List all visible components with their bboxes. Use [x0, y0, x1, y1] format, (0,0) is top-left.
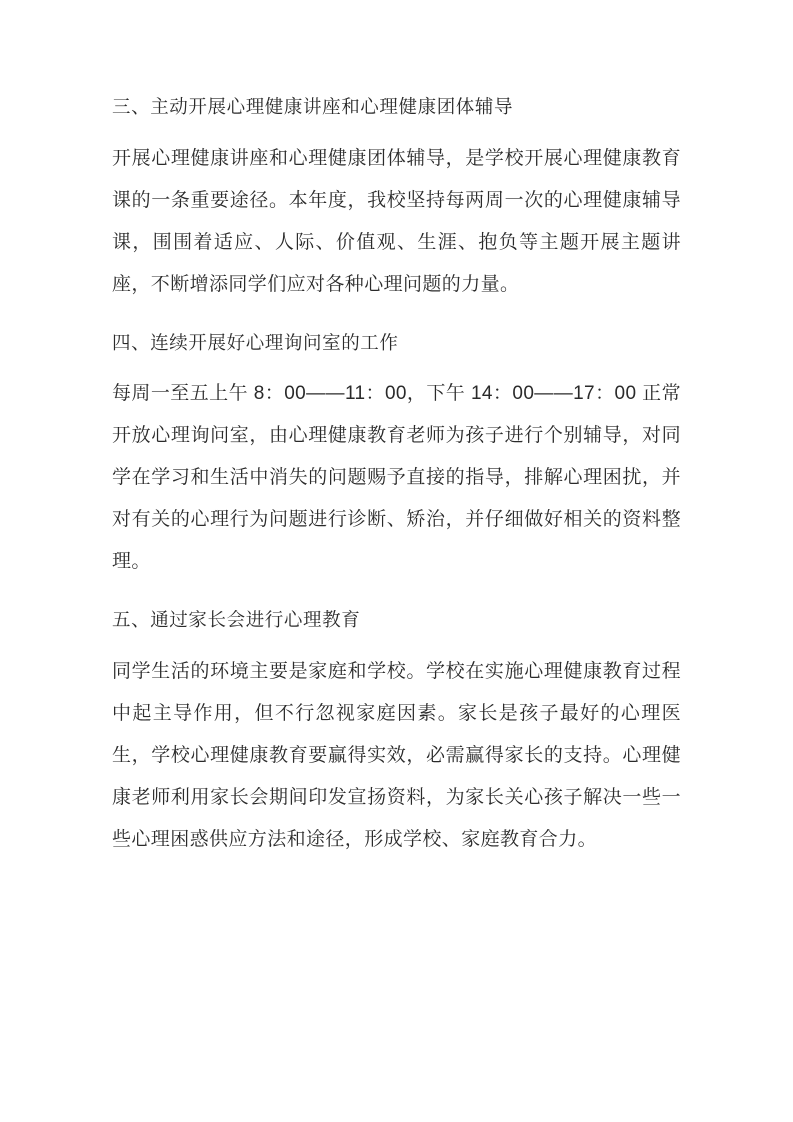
section-heading-four: 四、连续开展好心理询问室的工作	[112, 331, 399, 353]
section-four-paragraph: 每周一至五上午 8：00——11：00，下午 14：00——17：00 正常开放心理询问室，由心理健康教育老师为孩子进行个别辅导，对同学在学习和生活中消失的问题赐予直接的指导，排解心理困扰，并对有关的心理行为问题进行诊断、矫治，并仔细做好相关的资料整理。	[112, 383, 681, 573]
section-heading-five: 五、通过家长会进行心理教育	[112, 609, 361, 631]
document-body	[112, 92, 681, 861]
section-three-paragraph: 开展心理健康讲座和心理健康团体辅导，是学校开展心理健康教育课的一条重要途径。本年度，我校坚持每两周一次的心理健康辅导课，围围着适应、人际、价值观、生涯、抱负等主题开展主题讲座，不断增添同学们应对各种心理问题的力量。	[112, 147, 681, 295]
section-heading-three: 三、主动开展心理健康讲座和心理健康团体辅导	[112, 96, 514, 117]
section-five-paragraph: 同学生活的环境主要是家庭和学校。学校在实施心理健康教育过程中起主导作用，但不行忽视家庭因素。家长是孩子最好的心理医生，学校心理健康教育要赢得实效，必需赢得家长的支持。心理健康老师利用家长会期间印发宣扬资料，为家长关心孩子解决一些一些心理困惑供应方法和途径，形成学校、家庭教育合力。	[112, 660, 681, 850]
